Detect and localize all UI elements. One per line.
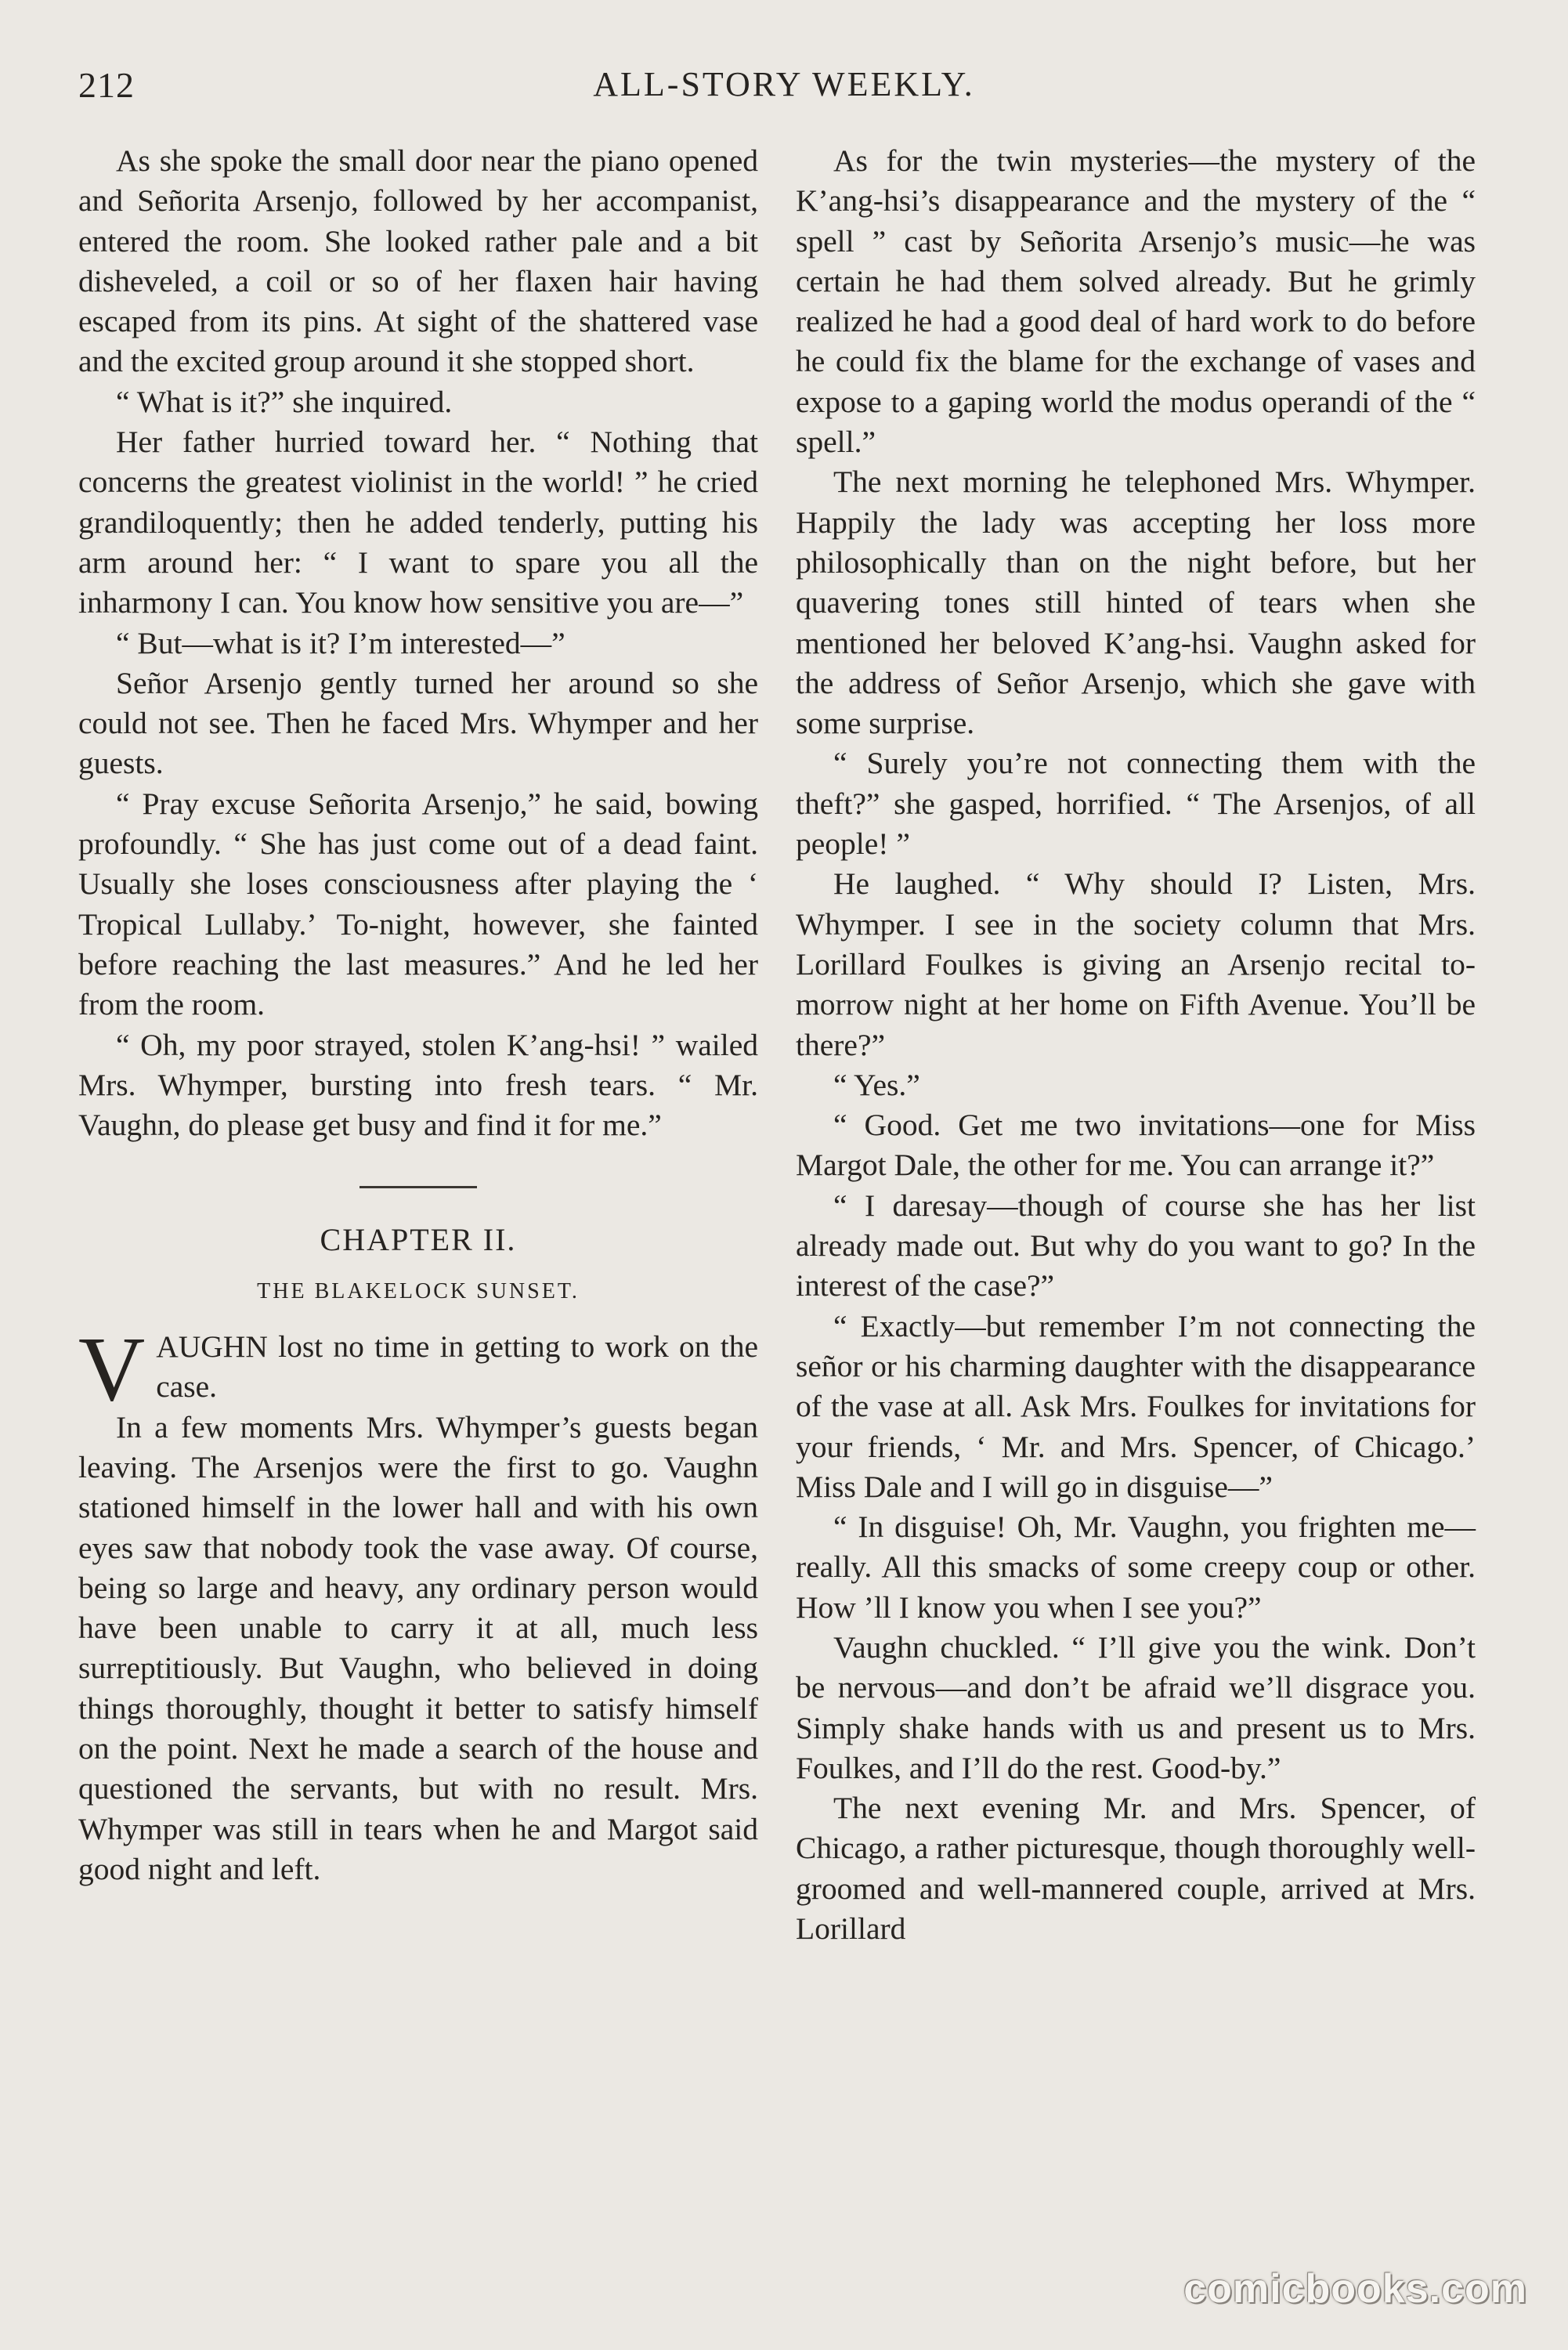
paragraph: As she spoke the small door near the piano opened and Señorita Arsenjo, followed by her accompanist, entered the room. She looked rather pale and a bit disheveled, a coil or so of her flaxen hair having escaped from its pins. At sight of the shattered vase and the excited group around it she stopped short. xyxy=(78,143,758,379)
paragraph: “ What is it?” she inquired. xyxy=(116,384,453,419)
running-title: ALL-STORY WEEKLY. xyxy=(593,65,975,103)
paragraph: “ Good. Get me two invitations—one for Miss Margot Dale, the other for me. You can arrange it?” xyxy=(796,1108,1476,1183)
paragraph: Her father hurried toward her. “ Nothing that concerns the greatest violinist in the world! ” he cried grandiloquently; then he added tenderly, putting his arm around her: “ I want to spare you all the inharmony I can. You know how sensitive you are—” xyxy=(78,425,758,620)
site-watermark: comicbooks.com xyxy=(1183,2266,1527,2312)
right-column xyxy=(796,141,1476,1949)
paragraph: Señor Arsenjo gently turned her around so she could not see. Then he faced Mrs. Whymper and her guests. xyxy=(78,665,758,781)
paragraph: The next evening Mr. and Mrs. Spencer, of Chicago, a rather picturesque, though thoroughly well-groomed and well-mannered couple, arrived at Mrs. Lorillard xyxy=(796,1791,1476,1947)
paragraph: He laughed. “ Why should I? Listen, Mrs. Whymper. I see in the society column that Mrs. Lorillard Foulkes is giving an Arsenjo recital to-morrow night at her home on Fifth Avenue. You’ll be there?” xyxy=(796,866,1476,1062)
paragraph: “ I daresay—though of course she has her list already made out. But why do you want to go? In the interest of the case?” xyxy=(796,1188,1476,1303)
chapter-heading: CHAPTER II. xyxy=(320,1222,517,1258)
paragraph: “ Exactly—but remember I’m not connecting the señor or his charming daughter with the disappearance of the vase at all. Ask Mrs. Foulkes for invitations for your friends, ‘ Mr. and Mrs. Spencer, of Chicago.’ Miss Dale and I will go in disguise—” xyxy=(796,1308,1476,1504)
paragraph: “ Yes.” xyxy=(833,1067,920,1102)
paragraph: “ Oh, my poor strayed, stolen K’ang-hsi! ” wailed Mrs. Whymper, bursting into fresh tears. “ Mr. Vaughn, do please get busy and find it for me.” xyxy=(78,1027,758,1143)
drop-cap: V xyxy=(78,1318,146,1421)
paragraph: The next morning he telephoned Mrs. Whymper. Happily the lady was accepting her loss more philosophically than on the night before, but her quavering tones still hinted of tears when she mentioned her beloved K’ang-hsi. Vaughn asked for the address of Señor Arsenjo, which she gave with some surprise. xyxy=(796,465,1476,741)
chapter-subtitle: THE BLAKELOCK SUNSET. xyxy=(257,1278,580,1303)
paragraph: “ But—what is it? I’m interested—” xyxy=(116,625,565,660)
left-column xyxy=(78,141,758,1889)
page-number: 212 xyxy=(78,65,135,105)
chapter-body xyxy=(78,1318,758,1889)
paragraph: “ Pray excuse Señorita Arsenjo,” he said, bowing profoundly. “ She has just come out of a dead faint. Usually she loses consciousness after playing the ‘ Tropical Lullaby.’ To-night, however, she fainted before reaching the last measures.” And he led her from the room. xyxy=(78,786,758,1022)
opening-paragraph: AUGHN lost no time in getting to work on the case. xyxy=(156,1329,758,1405)
paragraph: In a few moments Mrs. Whymper’s guests began leaving. The Arsenjos were the first to go. Vaughn stationed himself in the lower hall and with his own eyes saw that nobody took the vase away. Of course, being so large and heavy, any ordinary person would have been unable to carry it at all, much less surreptitiously. But Vaughn, who believed in doing things thoroughly, thought it better to satisfy himself on the point. Next he made a search of the house and questioned the servants, but with no result. Mrs. Whymper was still in tears when he and Margot said good night and left. xyxy=(78,1409,758,1886)
paragraph: “ In disguise! Oh, Mr. Vaughn, you frighten me—really. All this smacks of some creepy coup or other. How ’ll I know you when I see you?” xyxy=(796,1509,1476,1625)
paragraph: “ Surely you’re not connecting them with the theft?” she gasped, horrified. “ The Arsenjos, of all people! ” xyxy=(796,746,1476,862)
section-divider xyxy=(359,1186,477,1188)
paragraph: As for the twin mysteries—the mystery of the K’ang-hsi’s disappearance and the mystery of the “ spell ” cast by Señorita Arsenjo’s music—he was certain he had them solved already. But he grimly realized he had a good deal of hard work to do before he could fix the blame for the exchange of vases and expose to a gaping world the modus operandi of the “ spell.” xyxy=(796,143,1476,460)
paragraph: Vaughn chuckled. “ I’ll give you the wink. Don’t be nervous—and don’t be afraid we’ll disgrace you. Simply shake hands with us and present us to Mrs. Foulkes, and I’ll do the rest. Good-by.” xyxy=(796,1629,1476,1785)
